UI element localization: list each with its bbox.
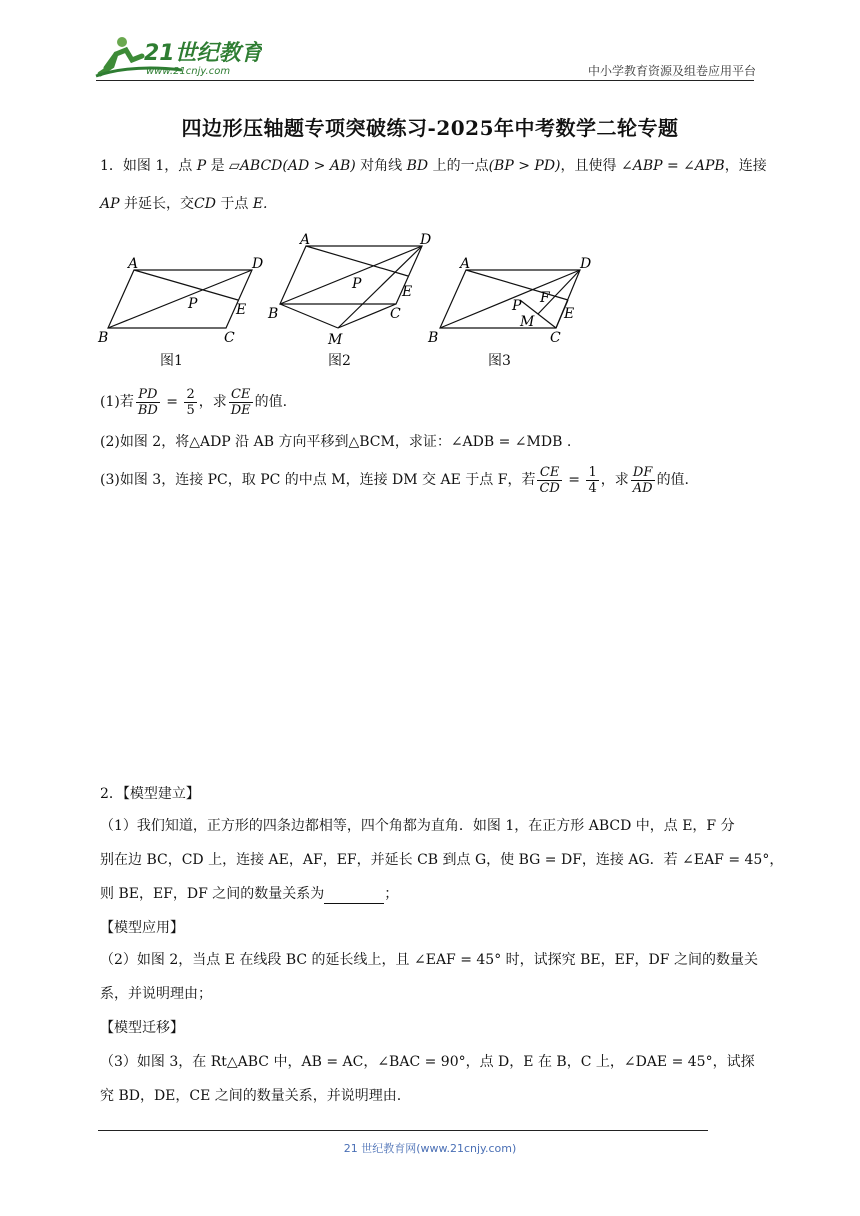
page-title: 四边形压轴题专项突破练习-2025年中考数学二轮专题 <box>181 116 679 140</box>
svg-text:P: P <box>188 296 198 312</box>
q1-line1: 1．如图 1，点 P 是 ▱ABCD(AD > AB) 对角线 BD 上的一点(BP > PD)，且使得 ∠ABP = ∠APB，连接 <box>100 158 767 174</box>
q2-line6: （3）如图 3，在 Rt△ABC 中，AB = AC，∠BAC = 90°，点 D，E 在 B，C 上，∠DAE = 45°，试探 <box>100 1054 755 1070</box>
site-logo <box>92 34 262 80</box>
svg-text:21世纪教育: 21世纪教育 <box>144 41 262 66</box>
svg-text:A: A <box>128 256 139 272</box>
svg-text:C: C <box>390 306 401 322</box>
figure-2-diagram <box>266 230 439 348</box>
svg-text:F: F <box>540 290 550 306</box>
svg-text:A: A <box>460 256 471 272</box>
header-platform-text: 中小学教育资源及组卷应用平台 <box>587 64 756 78</box>
q2-line2: 别在边 BC，CD 上，连接 AE，AF，EF，并延长 CB 到点 G，使 BG = DF，连接 AG．若 ∠EAF = 45°， <box>100 852 784 868</box>
svg-text:B: B <box>428 330 439 346</box>
svg-text:C: C <box>550 330 561 346</box>
svg-text:C: C <box>224 330 235 346</box>
svg-text:M: M <box>520 314 535 330</box>
q1-line2: AP 并延长，交CD 于点 E. <box>100 196 268 212</box>
svg-text:D: D <box>252 256 264 272</box>
q2-line1: （1）我们知道，正方形的四条边都相等，四个角都为直角．如图 1，在正方形 ABCD 中，点 E，F 分 <box>100 818 735 834</box>
q1-sub1: (1)若 $\frac{PD}{BD}$ = $\frac{2}{5}$ ，求 $\frac{CE}{DE}$ 的值. <box>100 386 288 418</box>
svg-text:D: D <box>420 232 432 248</box>
q2-line4: （2）如图 2，当点 E 在线段 BC 的延长线上，且 ∠EAF = 45° 时，试探究 BE，EF，DF 之间的数量关 <box>100 952 758 968</box>
figure-1-diagram <box>96 254 279 354</box>
figure-1-caption: 图1 <box>160 353 183 369</box>
footer-divider <box>98 1130 708 1131</box>
svg-text:E: E <box>402 284 413 300</box>
q2-line5: 系，并说明理由； <box>100 986 212 1002</box>
svg-text:E: E <box>564 306 575 322</box>
svg-text:P: P <box>512 298 522 314</box>
svg-text:E: E <box>236 302 247 318</box>
header-divider <box>96 80 754 81</box>
svg-text:P: P <box>352 276 362 292</box>
footer-link[interactable]: 21 世纪教育网(www.21cnjy.com) <box>343 1142 517 1155</box>
svg-text:D: D <box>580 256 592 272</box>
svg-text:www.21cnjy.com: www.21cnjy.com <box>146 66 231 77</box>
svg-text:M: M <box>328 332 343 348</box>
svg-text:B: B <box>268 306 279 322</box>
q2-apply-heading: 【模型应用】 <box>100 920 184 936</box>
q2-line7: 究 BD，DE，CE 之间的数量关系，并说明理由. <box>100 1088 402 1104</box>
figure-2-caption: 图2 <box>328 353 351 369</box>
q1-sub3: (3)如图 3，连接 PC，取 PC 的中点 M，连接 DM 交 AE 于点 F，若 $\frac{CE}{CD}$ = $\frac{1}{4}$ ，求 $\frac{DF}{AD}$ 的值. <box>100 464 690 496</box>
q2-transfer-heading: 【模型迁移】 <box>100 1020 184 1036</box>
figure-3-diagram <box>426 254 606 354</box>
q2-line3: 则 BE，EF，DF 之间的数量关系为 ； <box>100 886 399 902</box>
svg-text:A: A <box>300 232 311 248</box>
figure-3-caption: 图3 <box>488 353 511 369</box>
runner-logo-icon <box>92 34 262 80</box>
answer-blank <box>324 889 384 904</box>
q1-sub2: (2)如图 2，将△ADP 沿 AB 方向平移到△BCM，求证：∠ADB = ∠MDB . <box>100 434 572 450</box>
svg-text:B: B <box>98 330 109 346</box>
q2-heading: 2．【模型建立】 <box>100 786 200 802</box>
